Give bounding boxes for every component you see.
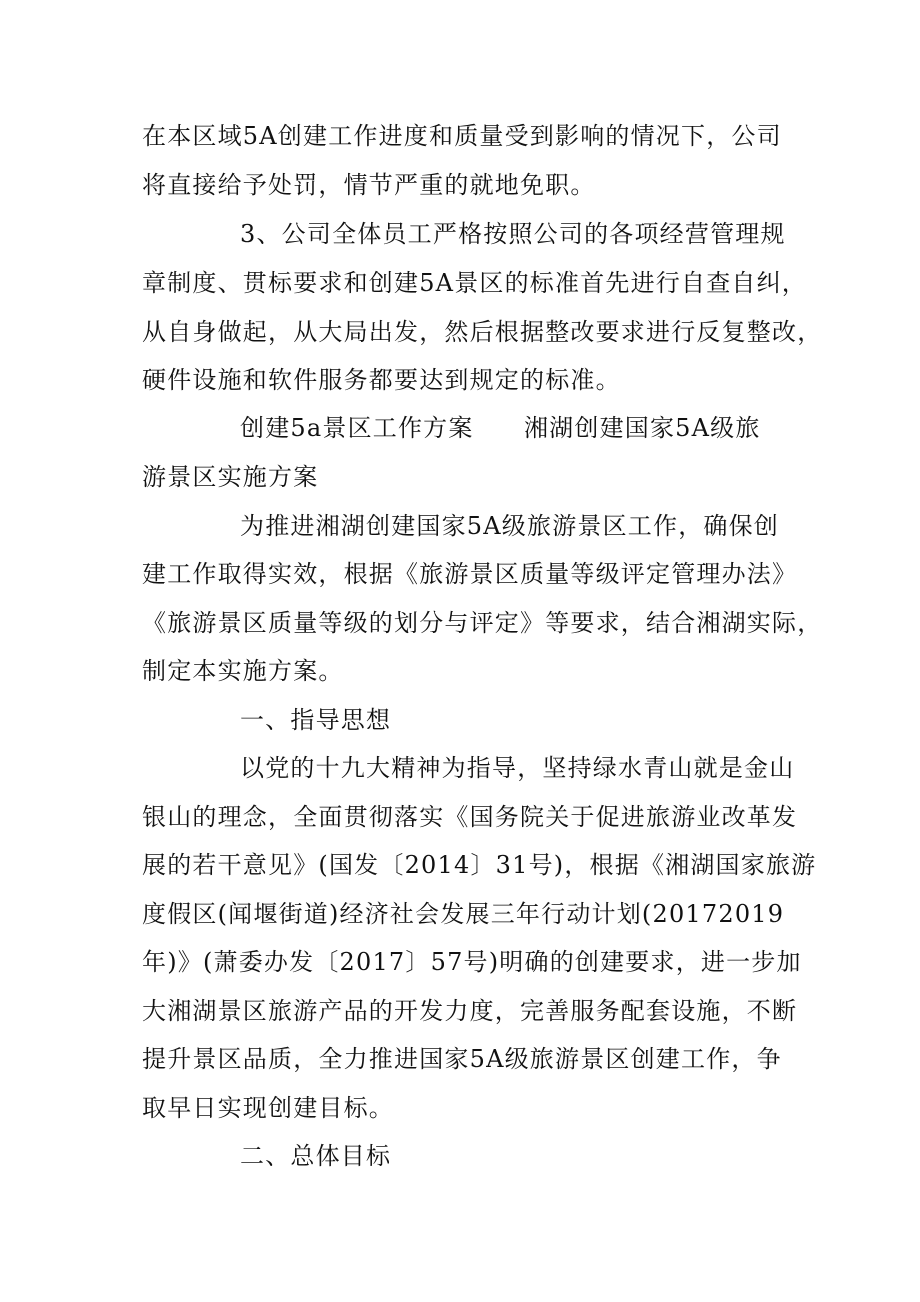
text-line: 制定本实施方案。 bbox=[142, 657, 344, 685]
text-line: 从自身做起，从大局出发，然后根据整改要求进行反复整改， bbox=[142, 318, 823, 346]
heading-line: 二、总体目标 bbox=[240, 1142, 392, 1170]
paragraph-start-line: 以党的十九大精神为指导，坚持绿水青山就是金山 bbox=[240, 754, 795, 782]
text-line: 在本区域5A创建工作进度和质量受到影响的情况下，公司 bbox=[142, 122, 782, 150]
text-line: 章制度、贯标要求和创建5A景区的标准首先进行自查自纠， bbox=[142, 269, 807, 297]
text-line: 银山的理念，全面贯彻落实《国务院关于促进旅游业改革发 bbox=[142, 803, 798, 831]
section-title-line: 游景区实施方案 bbox=[142, 463, 319, 491]
text-line: 年)》(萧委办发〔2017〕57号)明确的创建要求，进一步加 bbox=[142, 948, 802, 976]
paragraph-start-line: 3、公司全体员工严格按照公司的各项经营管理规 bbox=[240, 220, 786, 248]
text-line: 大湘湖景区旅游产品的开发力度，完善服务配套设施，不断 bbox=[142, 997, 798, 1025]
heading-line: 一、指导思想 bbox=[240, 706, 392, 734]
text-line: 提升景区品质，全力推进国家5A级旅游景区创建工作，争 bbox=[142, 1045, 782, 1073]
text-line: 展的若干意见》(国发〔2014〕31号)，根据《湘湖国家旅游 bbox=[142, 851, 817, 879]
text-line: 《旅游景区质量等级的划分与评定》等要求，结合湘湖实际， bbox=[142, 609, 823, 637]
paragraph-start-line: 为推进湘湖创建国家5A级旅游景区工作，确保创 bbox=[240, 512, 779, 540]
text-line: 建工作取得实效，根据《旅游景区质量等级评定管理办法》 bbox=[142, 560, 798, 588]
text-line: 硬件设施和软件服务都要达到规定的标准。 bbox=[142, 366, 621, 394]
text-line: 取早日实现创建目标。 bbox=[142, 1094, 394, 1122]
text-line: 将直接给予处罚，情节严重的就地免职。 bbox=[142, 171, 596, 199]
text-line: 度假区(闻堰街道)经济社会发展三年行动计划(20172019 bbox=[142, 900, 785, 928]
section-title-line: 创建5a景区工作方案 湘湖创建国家5A级旅 bbox=[240, 414, 761, 442]
